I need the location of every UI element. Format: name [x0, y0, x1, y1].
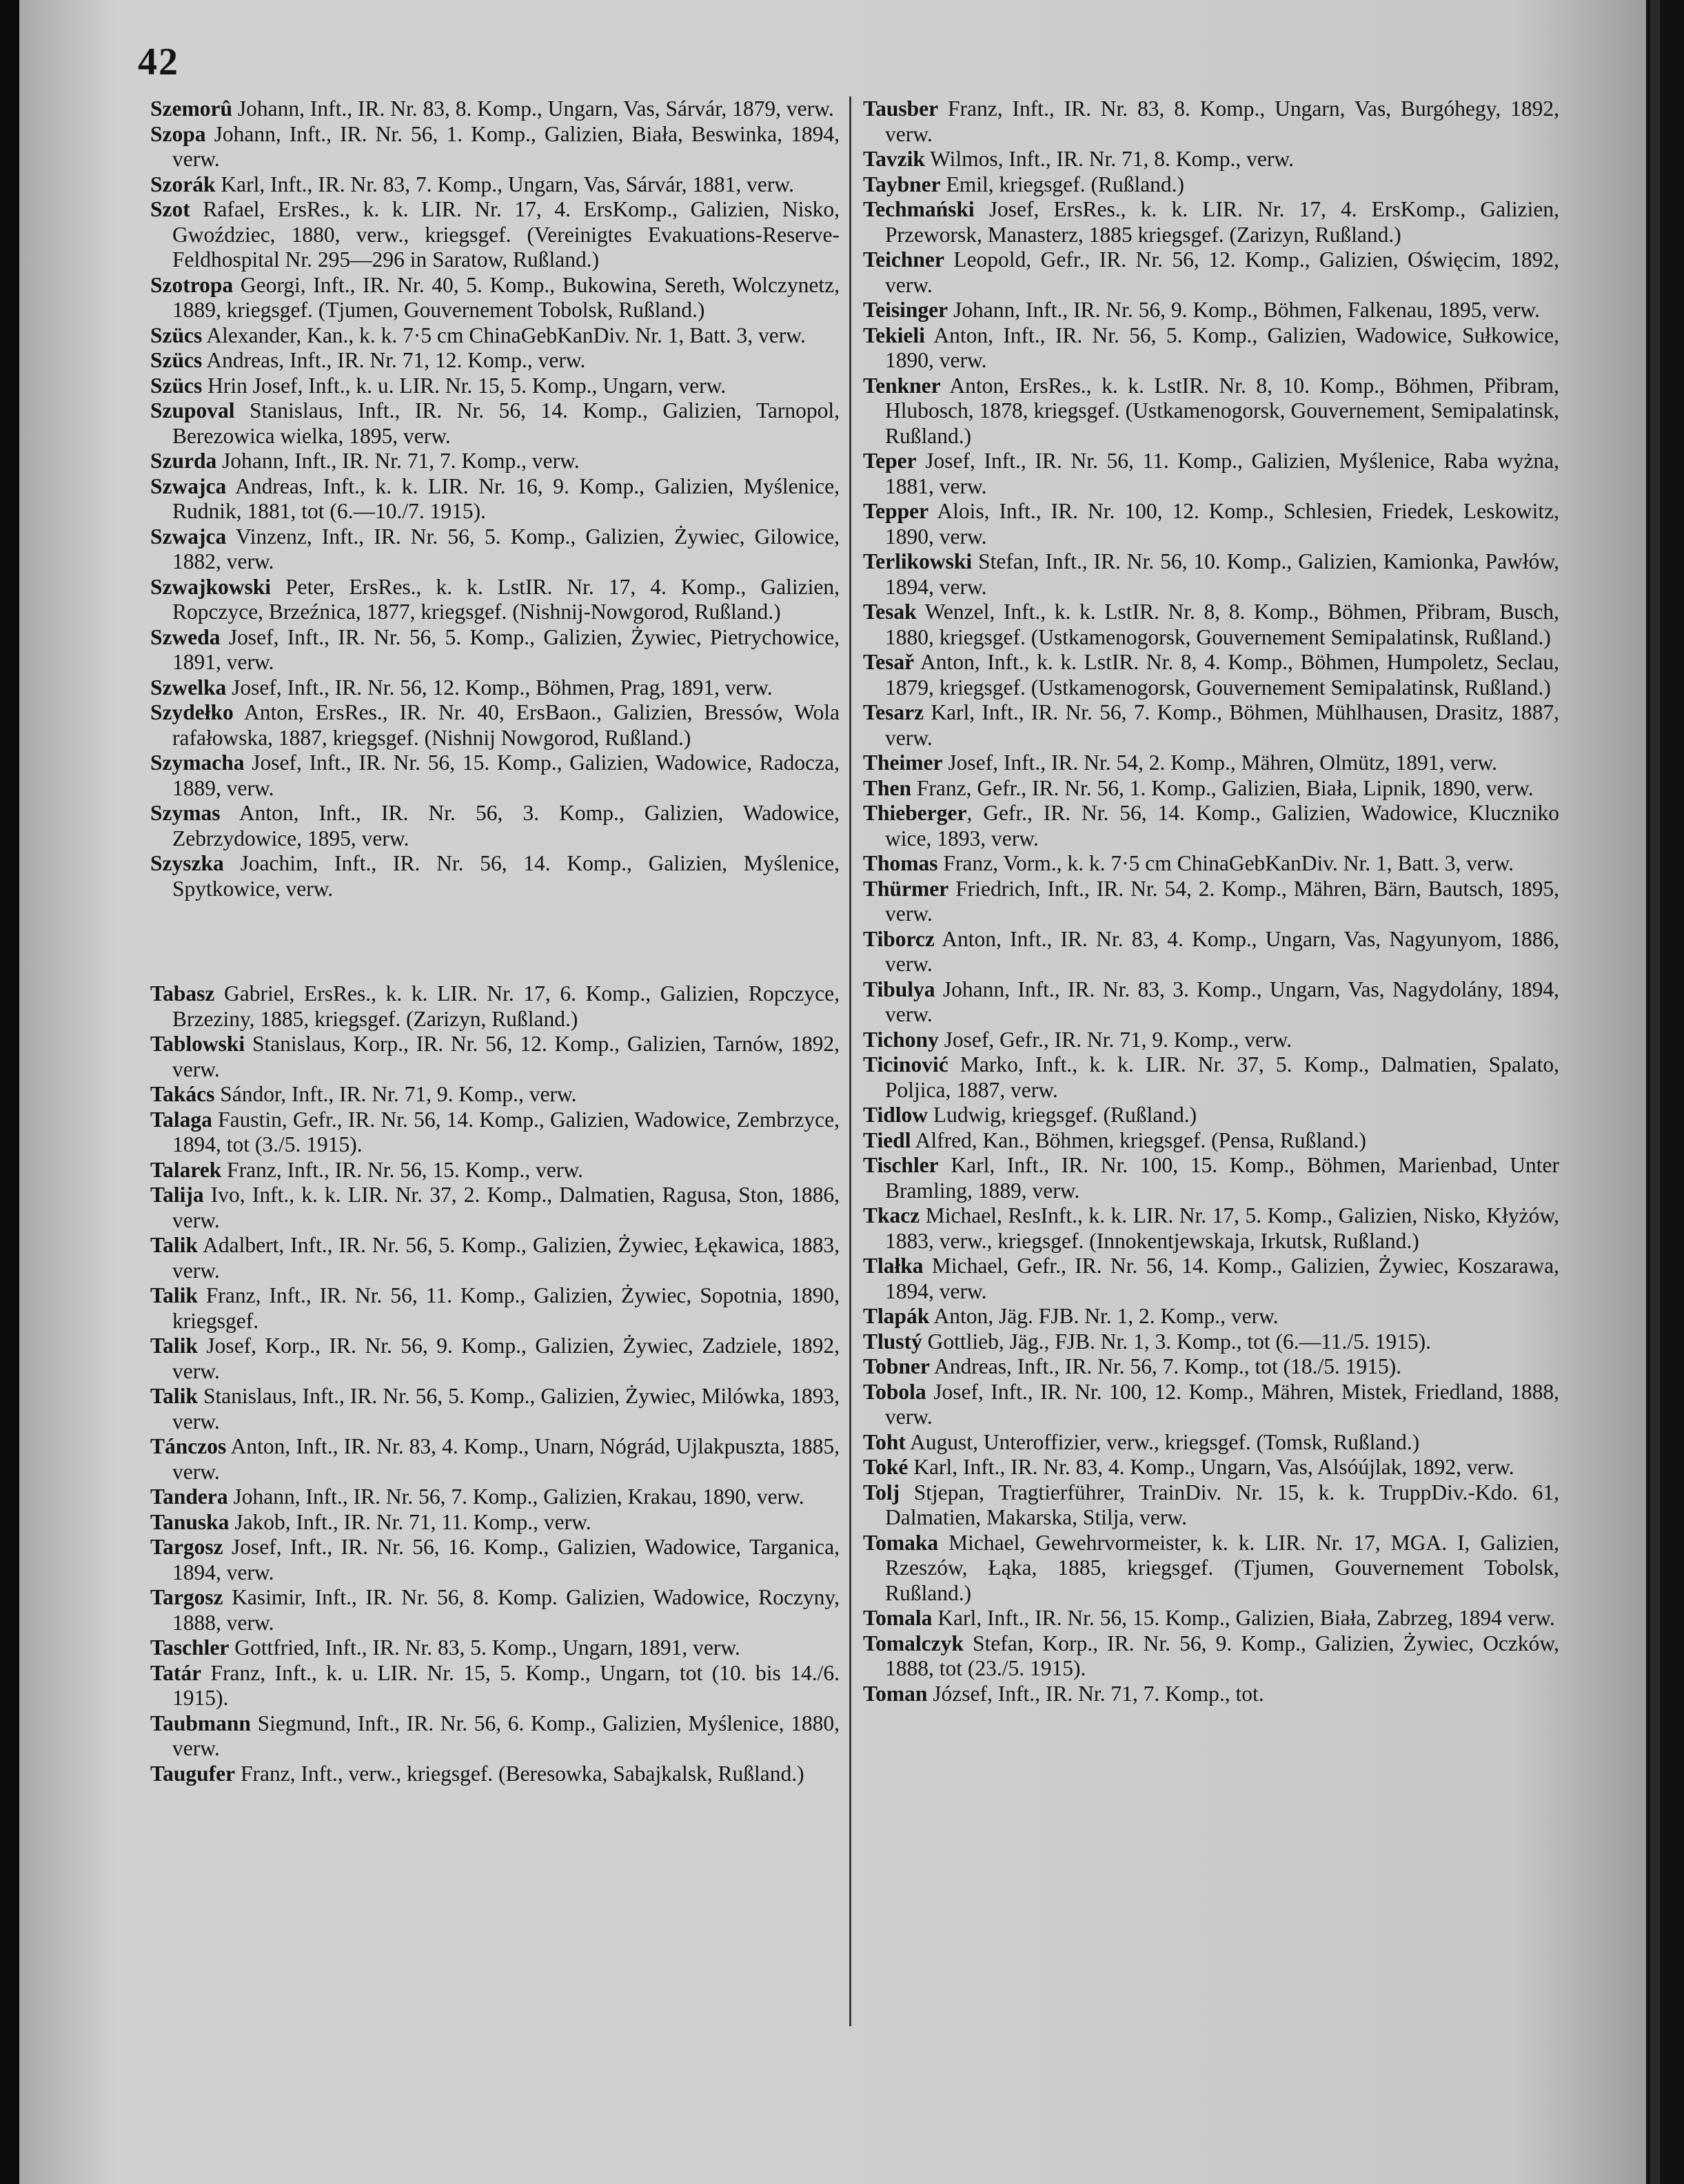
entry-surname: Talija: [150, 1183, 204, 1207]
entry-details: Josef, Inft., IR. Nr. 54, 2. Komp., Mähren, Olmütz, 1891, verw.: [942, 751, 1498, 775]
entry-surname: Szymacha: [150, 751, 245, 775]
entry-details: Karl, Inft., IR. Nr. 56, 7. Komp., Böhmen, Mühlhausen, Drasitz, 1887, verw.: [885, 700, 1559, 750]
entry-surname: Tobola: [863, 1379, 926, 1404]
entry-details: Johann, Inft., IR. Nr. 56, 9. Komp., Böhmen, Falkenau, 1895, verw.: [948, 298, 1540, 322]
list-entry: [863, 977, 1559, 1028]
list-entry: [863, 700, 1559, 751]
entry-surname: Toman: [863, 1681, 928, 1706]
entry-details: Georgi, Inft., IR. Nr. 40, 5. Komp., Bukowina, Sereth, Wolczynetz, 1889, kriegsgef. (Tjumen, Gouvernement Tobolsk, Rußland.): [172, 272, 840, 322]
entry-details: Andreas, Inft., k. k. LIR. Nr. 16, 9. Komp., Galizien, Myślenice, Rudnik, 1881, tot (6.—10./7. 1915).: [172, 473, 840, 523]
entry-surname: Taschler: [150, 1635, 230, 1660]
entry-details: Karl, Inft., IR. Nr. 100, 15. Komp., Böhmen, Marienbad, Unter Bramling, 1889, verw.: [885, 1153, 1559, 1203]
entry-details: August, Unteroffizier, verw., kriegsgef. (Tomsk, Rußland.): [905, 1429, 1420, 1454]
entry-surname: Tepper: [863, 499, 929, 523]
list-entry: [150, 625, 840, 675]
entry-details: Josef, Gefr., IR. Nr. 71, 9. Komp., verw.: [938, 1027, 1292, 1052]
entry-surname: Szot: [150, 197, 190, 221]
list-entry: [150, 801, 840, 851]
list-entry: [150, 851, 840, 901]
entry-surname: Szupoval: [150, 398, 235, 422]
entry-details: Rafael, ErsRes., k. k. LIR. Nr. 17, 4. ErsKomp., Galizien, Nisko, Gwoździec, 1880, verw., kriegsgef. (Vereinigtes Evakuations-Reserve-Feldhospital Nr. 295—296 in Saratow, Rußland.): [172, 197, 840, 272]
list-entry: [863, 449, 1559, 499]
entry-surname: Tichony: [863, 1027, 939, 1052]
entry-surname: Tausber: [863, 96, 939, 121]
entry-surname: Tanuska: [150, 1509, 230, 1534]
entry-surname: Theimer: [863, 751, 943, 775]
list-entry: [863, 1480, 1559, 1531]
entry-details: Johann, Inft., IR. Nr. 83, 8. Komp., Ungarn, Vas, Sárvár, 1879, verw.: [232, 96, 834, 121]
entry-surname: Talik: [150, 1384, 198, 1408]
entry-details: Franz, Inft., verw., kriegsgef. (Beresowka, Sabajkalsk, Rußland.): [235, 1761, 804, 1786]
list-entry: [863, 851, 1559, 877]
entry-surname: Talaga: [150, 1107, 212, 1132]
entry-surname: Toké: [863, 1455, 909, 1479]
entry-details: Gabriel, ErsRes., k. k. LIR. Nr. 17, 6. Komp., Galizien, Ropczyce, Brzeziny, 1885, kriegsgef. (Zarizyn, Rußland.): [172, 981, 840, 1031]
list-entry: [150, 675, 840, 701]
entry-details: Peter, ErsRes., k. k. LstIR. Nr. 17, 4. Komp., Galizien, Ropczyce, Brzeźnica, 1877, kriegsgef. (Nishnij-Nowgorod, Rußland.): [172, 574, 840, 624]
list-entry: [863, 1455, 1559, 1480]
entry-details: Andreas, Inft., IR. Nr. 71, 12. Komp., verw.: [202, 348, 586, 372]
entry-surname: Thieberger: [863, 801, 967, 825]
entry-details: Gottlieb, Jäg., FJB. Nr. 1, 3. Komp., tot (6.—11./5. 1915).: [922, 1329, 1431, 1354]
list-entry: [150, 1434, 840, 1484]
entry-surname: Taugufer: [150, 1761, 236, 1786]
entry-surname: Szweda: [150, 624, 221, 649]
entry-details: Marko, Inft., k. k. LIR. Nr. 37, 5. Komp., Dalmatien, Spalato, Poljica, 1887, verw.: [885, 1052, 1559, 1102]
list-entry: [150, 197, 840, 273]
entry-surname: Tischler: [863, 1153, 939, 1177]
entry-surname: Tomalczyk: [863, 1631, 964, 1655]
entry-details: Josef, Inft., IR. Nr. 56, 16. Komp., Galizien, Wadowice, Targanica, 1894, verw.: [172, 1535, 840, 1584]
entry-details: Anton, Inft., IR. Nr. 83, 4. Komp., Unarn, Nógrád, Ujlakpuszta, 1885, verw.: [172, 1434, 840, 1484]
entry-surname: Techmański: [863, 197, 975, 221]
list-entry: [150, 374, 840, 399]
list-entry: [150, 449, 840, 474]
list-entry: [863, 1606, 1559, 1631]
list-entry: [150, 1661, 840, 1711]
entry-surname: Tlałka: [863, 1254, 924, 1278]
entry-surname: Tomala: [863, 1606, 933, 1630]
entry-details: Anton, Inft., IR. Nr. 56, 3. Komp., Galizien, Wadowice, Zebrzydowice, 1895, verw.: [172, 801, 840, 850]
entry-details: Wenzel, Inft., k. k. LstIR. Nr. 8, 8. Komp., Böhmen, Přibram, Busch, 1880, kriegsgef. (Ustkamenogorsk, Gouvernement Semipalatinsk, Rußland.): [885, 600, 1559, 649]
list-entry: [863, 927, 1559, 977]
page-edge: [1650, 0, 1660, 2184]
entry-surname: Tibulya: [863, 977, 935, 1001]
page-number: 42: [138, 41, 179, 83]
list-entry: [863, 247, 1559, 298]
entry-surname: Tesak: [863, 600, 917, 624]
list-entry: [863, 197, 1559, 247]
entry-details: Johann, Inft., IR. Nr. 71, 7. Komp., verw.: [216, 449, 580, 473]
list-entry: [150, 348, 840, 374]
list-entry: [150, 700, 840, 751]
entry-details: Joachim, Inft., IR. Nr. 56, 14. Komp., Galizien, Myślenice, Spytkowice, verw.: [172, 851, 840, 901]
entry-surname: Tabasz: [150, 981, 215, 1006]
list-entry: [150, 1635, 840, 1661]
list-entry: [863, 323, 1559, 374]
entry-details: Friedrich, Inft., IR. Nr. 54, 2. Komp., Mähren, Bärn, Bautsch, 1895, verw.: [885, 876, 1559, 926]
list-entry: [863, 1304, 1559, 1329]
entry-details: Jakob, Inft., IR. Nr. 71, 11. Komp., verw.: [229, 1509, 591, 1534]
entry-details: Franz, Vorm., k. k. 7·5 cm ChinaGebKanDiv. Nr. 1, Batt. 3, verw.: [937, 851, 1514, 875]
list-entry: [150, 172, 840, 198]
entry-details: Vinzenz, Inft., IR. Nr. 56, 5. Komp., Galizien, Żywiec, Gilowice, 1882, verw.: [172, 524, 840, 573]
entry-details: Michael, ResInft., k. k. LIR. Nr. 17, 5. Komp., Galizien, Nisko, Kłyżów, 1883, verw., kriegsgef. (Innokentjewskaja, Irkutsk, Rußland.): [885, 1203, 1559, 1253]
entry-details: Josef, Inft., IR. Nr. 56, 11. Komp., Galizien, Myślenice, Raba wyżna, 1881, verw.: [885, 449, 1559, 498]
list-entry: [150, 1032, 840, 1082]
list-entry: [150, 1762, 840, 1787]
entry-surname: Tenkner: [863, 373, 941, 398]
entry-surname: Targosz: [150, 1585, 223, 1609]
list-entry: [863, 650, 1559, 700]
entry-list-te-to: [863, 96, 1559, 1706]
list-entry: [150, 575, 840, 625]
entry-surname: Tidlow: [863, 1103, 928, 1127]
entry-surname: Szydełko: [150, 700, 234, 724]
entry-surname: Taubmann: [150, 1711, 251, 1735]
entry-details: Anton, Jäg. FJB. Nr. 1, 2. Komp., verw.: [929, 1304, 1279, 1328]
list-entry: [863, 751, 1559, 776]
entry-surname: Szymas: [150, 801, 221, 825]
list-entry: [863, 499, 1559, 549]
entry-details: Johann, Inft., IR. Nr. 83, 3. Komp., Ungarn, Vas, Nagydolány, 1894, verw.: [885, 977, 1559, 1026]
entry-surname: Szurda: [150, 449, 217, 473]
list-entry: [863, 801, 1559, 851]
entry-details: Josef, Korp., IR. Nr. 56, 9. Komp., Galizien, Żywiec, Zadziele, 1892, verw.: [172, 1334, 840, 1383]
entry-surname: Targosz: [150, 1535, 223, 1559]
entry-details: Stefan, Inft., IR. Nr. 56, 10. Komp., Galizien, Kamionka, Pawłów, 1894, verw.: [885, 549, 1559, 599]
list-entry: [150, 122, 840, 172]
entry-surname: Toht: [863, 1429, 906, 1454]
entry-surname: Takács: [150, 1082, 215, 1106]
entry-details: Josef, Inft., IR. Nr. 56, 12. Komp., Böhmen, Prag, 1891, verw.: [226, 675, 773, 700]
entry-surname: Teisinger: [863, 298, 948, 322]
entry-surname: Tolj: [863, 1480, 900, 1504]
entry-details: Franz, Inft., IR. Nr. 83, 8. Komp., Ungarn, Vas, Burgóhegy, 1892, verw.: [885, 96, 1559, 146]
list-entry: [150, 524, 840, 575]
left-column: [150, 96, 840, 1786]
list-entry: [863, 172, 1559, 198]
entry-details: Franz, Inft., IR. Nr. 56, 11. Komp., Galizien, Żywiec, Sopotnia, 1890, kriegsgef.: [172, 1283, 840, 1333]
entry-details: Josef, Inft., IR. Nr. 56, 5. Komp., Galizien, Żywiec, Pietrychowice, 1891, verw.: [172, 624, 840, 674]
entry-surname: Szwajkowski: [150, 574, 272, 599]
entry-surname: Szotropa: [150, 272, 234, 297]
entry-details: Stanislaus, Inft., IR. Nr. 56, 14. Komp., Galizien, Tarnopol, Berezowica wielka, 1895, verw.: [172, 398, 840, 448]
list-entry: [150, 1384, 840, 1434]
column-divider: [849, 96, 851, 2026]
entry-surname: Szwelka: [150, 675, 227, 700]
entry-details: Michael, Gewehrvormeister, k. k. LIR. Nr. 17, MGA. I, Galizien, Rzeszów, Łąka, 1885, kriegsgef. (Tjumen, Gouvernement Tobolsk, Rußland.): [885, 1530, 1559, 1605]
entry-details: József, Inft., IR. Nr. 71, 7. Komp., tot.: [927, 1681, 1264, 1706]
entry-surname: Ticinović: [863, 1052, 948, 1076]
entry-surname: Thomas: [863, 851, 938, 875]
entry-surname: Szyszka: [150, 851, 224, 875]
entry-details: Leopold, Gefr., IR. Nr. 56, 12. Komp., Galizien, Oświęcim, 1892, verw.: [885, 247, 1559, 297]
entry-surname: Talik: [150, 1334, 198, 1358]
list-entry: [150, 1158, 840, 1183]
list-entry: [150, 474, 840, 524]
list-entry: [863, 1329, 1559, 1355]
entry-surname: Tiedl: [863, 1127, 911, 1152]
entry-details: Stefan, Korp., IR. Nr. 56, 9. Komp., Galizien, Żywiec, Oczków, 1888, tot (23./5. 1915).: [885, 1631, 1559, 1680]
list-entry: [150, 1711, 840, 1762]
entry-details: Emil, kriegsgef. (Rußland.): [940, 172, 1185, 196]
entry-surname: Taybner: [863, 172, 941, 196]
entry-details: Faustin, Gefr., IR. Nr. 56, 14. Komp., Galizien, Wadowice, Zembrzyce, 1894, tot (3./5. 1915).: [172, 1107, 840, 1156]
entry-surname: Tavzik: [863, 147, 925, 171]
list-entry: [863, 1354, 1559, 1380]
scan-border: [1646, 0, 1684, 2184]
section-gap: [150, 901, 840, 981]
entry-surname: Teichner: [863, 247, 944, 272]
entry-surname: Terlikowski: [863, 549, 973, 573]
entry-surname: Szorák: [150, 172, 216, 196]
list-entry: [863, 374, 1559, 449]
entry-details: Siegmund, Inft., IR. Nr. 56, 6. Komp., Galizien, Myślenice, 1880, verw.: [172, 1711, 840, 1760]
list-entry: [863, 96, 1559, 147]
entry-details: Anton, ErsRes., k. k. LstIR. Nr. 8, 10. Komp., Böhmen, Přibram, Hlubosch, 1878, kriegsgef. (Ustkamenogorsk, Gouvernement, Semipalatinsk, Rußland.): [885, 373, 1559, 448]
entry-details: Andreas, Inft., IR. Nr. 56, 7. Komp., tot (18./5. 1915).: [929, 1354, 1402, 1378]
entry-details: Josef, ErsRes., k. k. LIR. Nr. 17, 4. ErsKomp., Galizien, Przeworsk, Manasterz, 1885 kriegsgef. (Zarizyn, Rußland.): [885, 197, 1559, 247]
list-entry: [863, 1531, 1559, 1606]
entry-details: Wilmos, Inft., IR. Nr. 71, 8. Komp., verw.: [924, 147, 1294, 171]
entry-surname: Tablowski: [150, 1032, 245, 1056]
entry-surname: Tekieli: [863, 323, 925, 347]
list-entry: [150, 751, 840, 801]
entry-surname: Talarek: [150, 1157, 222, 1182]
list-entry: [863, 1682, 1559, 1707]
list-entry: [150, 273, 840, 323]
list-entry: [150, 1183, 840, 1233]
list-entry: [863, 1128, 1559, 1154]
entry-details: Stanislaus, Korp., IR. Nr. 56, 12. Komp., Galizien, Tarnów, 1892, verw.: [172, 1032, 840, 1081]
entry-details: Anton, Inft., IR. Nr. 56, 5. Komp., Galizien, Wadowice, Sułkowice, 1890, verw.: [885, 323, 1559, 372]
list-entry: [150, 1283, 840, 1334]
list-entry: [150, 323, 840, 349]
entry-surname: Szemorû: [150, 96, 232, 121]
entry-surname: Tobner: [863, 1354, 930, 1378]
list-entry: [863, 147, 1559, 172]
list-entry: [863, 1380, 1559, 1430]
entry-details: Franz, Inft., IR. Nr. 56, 15. Komp., verw.: [221, 1157, 583, 1182]
entry-details: Anton, Inft., k. k. LstIR. Nr. 8, 4. Komp., Böhmen, Humpoletz, Seclau, 1879, kriegsgef. (Ustkamenogorsk, Gouvernement Semipalatinsk, Rußland.): [885, 650, 1559, 700]
entry-surname: Tánczos: [150, 1434, 227, 1458]
entry-details: Alfred, Kan., Böhmen, kriegsgef. (Pensa, Rußland.): [911, 1127, 1366, 1152]
entry-surname: Tkacz: [863, 1203, 920, 1227]
entry-surname: Tandera: [150, 1484, 228, 1509]
list-entry: [150, 1082, 840, 1108]
list-entry: [863, 1631, 1559, 1682]
entry-surname: Thürmer: [863, 876, 949, 901]
entry-details: Karl, Inft., IR. Nr. 83, 7. Komp., Ungarn, Vas, Sárvár, 1881, verw.: [215, 172, 794, 196]
list-entry: [863, 298, 1559, 323]
entry-details: Alexander, Kan., k. k. 7·5 cm ChinaGebKanDiv. Nr. 1, Batt. 3, verw.: [202, 323, 806, 347]
entry-details: Johann, Inft., IR. Nr. 56, 1. Komp., Galizien, Biała, Beswinka, 1894, verw.: [172, 121, 840, 171]
list-entry: [863, 1052, 1559, 1103]
entry-list-ta: [150, 981, 840, 1786]
list-entry: [150, 981, 840, 1032]
entry-surname: Talik: [150, 1283, 198, 1307]
entry-details: Ivo, Inft., k. k. LIR. Nr. 37, 2. Komp., Dalmatien, Ragusa, Ston, 1886, verw.: [172, 1183, 840, 1232]
list-entry: [150, 1108, 840, 1158]
entry-list-sz: [150, 96, 840, 901]
list-entry: [150, 398, 840, 449]
entry-details: Karl, Inft., IR. Nr. 56, 15. Komp., Galizien, Biała, Zabrzeg, 1894 verw.: [932, 1606, 1555, 1630]
entry-surname: Tesař: [863, 650, 915, 674]
entry-details: Karl, Inft., IR. Nr. 83, 4. Komp., Ungarn, Vas, Alsóújlak, 1892, verw.: [908, 1455, 1514, 1479]
list-entry: [863, 1203, 1559, 1254]
entry-details: Franz, Gefr., IR. Nr. 56, 1. Komp., Galizien, Biała, Lipnik, 1890, verw.: [911, 775, 1534, 800]
entry-details: Alois, Inft., IR. Nr. 100, 12. Komp., Schlesien, Friedek, Leskowitz, 1890, verw.: [885, 499, 1559, 549]
entry-details: Stanislaus, Inft., IR. Nr. 56, 5. Komp., Galizien, Żywiec, Milówka, 1893, verw.: [172, 1384, 840, 1433]
list-entry: [150, 1585, 840, 1635]
entry-details: Anton, Inft., IR. Nr. 83, 4. Komp., Ungarn, Vas, Nagyunyom, 1886, verw.: [885, 926, 1559, 976]
list-entry: [863, 600, 1559, 650]
entry-surname: Tesarz: [863, 700, 924, 724]
entry-surname: Tlapák: [863, 1304, 930, 1328]
right-column: [863, 96, 1559, 1706]
entry-details: Ludwig, kriegsgef. (Rußland.): [927, 1103, 1197, 1127]
entry-details: Josef, Inft., IR. Nr. 56, 15. Komp., Galizien, Wadowice, Radocza, 1889, verw.: [172, 751, 840, 800]
entry-details: Johann, Inft., IR. Nr. 56, 7. Komp., Galizien, Krakau, 1890, verw.: [227, 1484, 804, 1509]
entry-details: Gottfried, Inft., IR. Nr. 83, 5. Komp., Ungarn, 1891, verw.: [229, 1635, 740, 1660]
entry-surname: Szwajca: [150, 473, 227, 498]
list-entry: [863, 1028, 1559, 1053]
list-entry: [863, 877, 1559, 927]
entry-details: Josef, Inft., IR. Nr. 100, 12. Komp., Mähren, Mistek, Friedland, 1888, verw.: [885, 1379, 1559, 1429]
entry-surname: Tlustý: [863, 1329, 922, 1354]
entry-surname: Szücs: [150, 348, 203, 372]
entry-surname: Then: [863, 775, 912, 800]
entry-details: Adalbert, Inft., IR. Nr. 56, 5. Komp., Galizien, Żywiec, Łękawica, 1883, verw.: [172, 1233, 840, 1283]
entry-details: Franz, Inft., k. u. LIR. Nr. 15, 5. Komp., Ungarn, tot (10. bis 14./6. 1915).: [172, 1660, 840, 1710]
entry-surname: Talik: [150, 1233, 198, 1257]
entry-details: Stjepan, Tragtierführer, TrainDiv. Nr. 15, k. k. TruppDiv.-Kdo. 61, Dalmatien, Makarska, Stilja, verw.: [885, 1480, 1559, 1529]
list-entry: [150, 1510, 840, 1535]
list-entry: [150, 1535, 840, 1585]
list-entry: [863, 776, 1559, 802]
entry-details: , Gefr., IR. Nr. 56, 14. Komp., Galizien, Wadowice, Kluczniko wice, 1893, verw.: [885, 801, 1559, 850]
list-entry: [150, 1334, 840, 1384]
entry-surname: Szücs: [150, 323, 203, 347]
list-entry: [863, 549, 1559, 600]
list-entry: [863, 1103, 1559, 1128]
list-entry: [863, 1430, 1559, 1456]
list-entry: [150, 1233, 840, 1283]
list-entry: [150, 96, 840, 122]
entry-details: Kasimir, Inft., IR. Nr. 56, 8. Komp. Galizien, Wadowice, Roczyny, 1888, verw.: [172, 1585, 840, 1635]
entry-details: Sándor, Inft., IR. Nr. 71, 9. Komp., verw.: [214, 1082, 577, 1106]
entry-details: Michael, Gefr., IR. Nr. 56, 14. Komp., Galizien, Żywiec, Koszarawa, 1894, verw.: [885, 1254, 1559, 1303]
list-entry: [863, 1153, 1559, 1203]
entry-surname: Tatár: [150, 1660, 202, 1685]
entry-details: Hrin Josef, Inft., k. u. LIR. Nr. 15, 5. Komp., Ungarn, verw.: [202, 373, 727, 398]
entry-surname: Teper: [863, 449, 917, 473]
entry-surname: Szwajca: [150, 524, 227, 549]
entry-details: Anton, ErsRes., IR. Nr. 40, ErsBaon., Galizien, Bressów, Wola rafałowska, 1887, kriegsgef. (Nishnij Nowgorod, Rußland.): [172, 700, 840, 750]
entry-surname: Tiborcz: [863, 926, 935, 951]
entry-surname: Szücs: [150, 373, 203, 398]
list-entry: [150, 1484, 840, 1510]
entry-surname: Szopa: [150, 121, 206, 146]
entry-surname: Tomaka: [863, 1530, 939, 1555]
list-entry: [863, 1254, 1559, 1304]
